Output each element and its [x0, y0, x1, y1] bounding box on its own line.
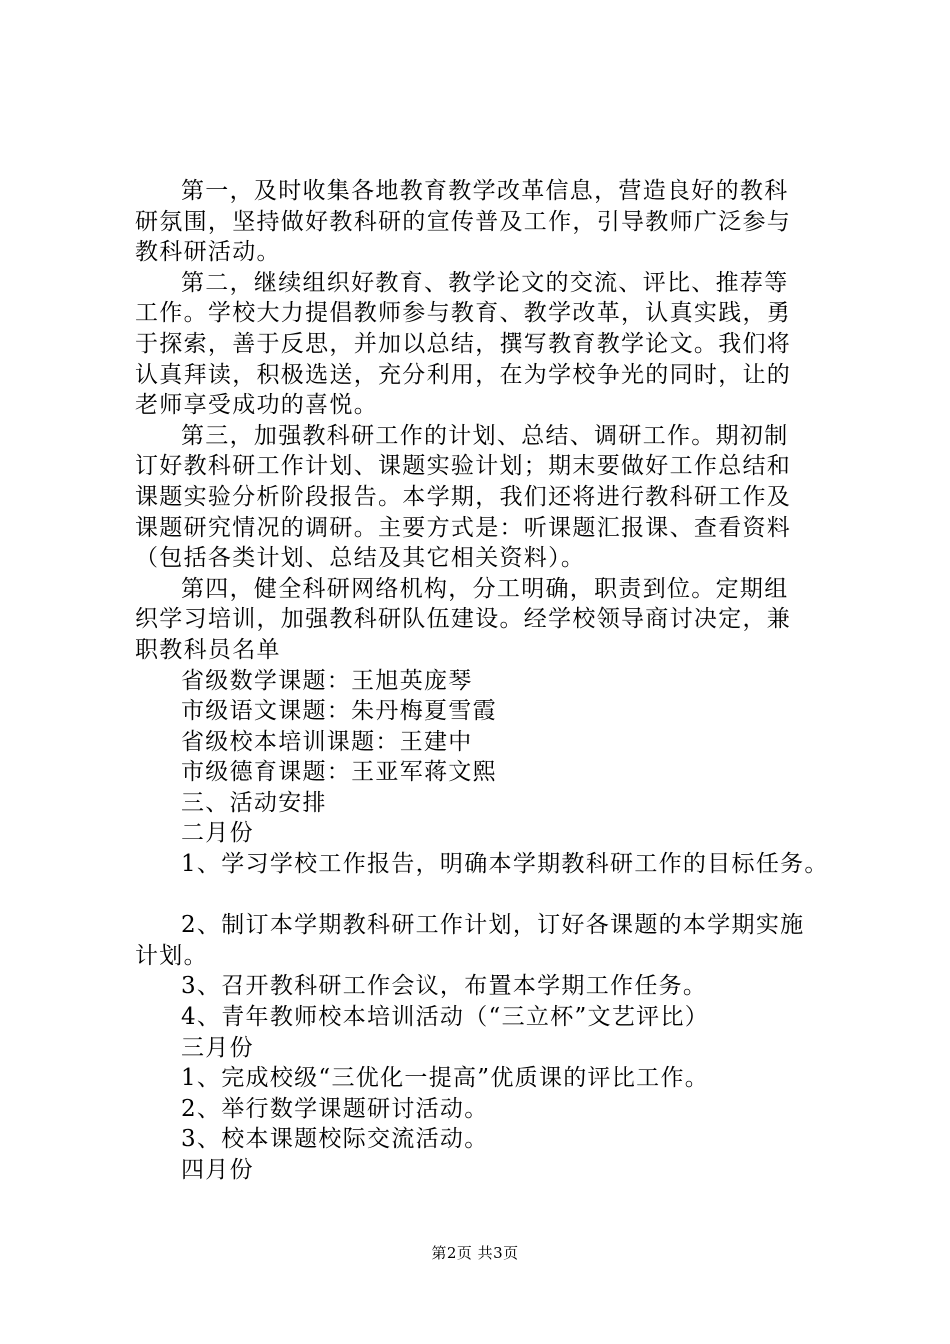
paragraph-line: 认真拜读，积极选送，充分利用，在为学校争光的同时，让的 [135, 361, 792, 388]
member-list-line: 省级校本培训课题：王建中 [181, 728, 473, 755]
paragraph-line: 订好教科研工作计划、课题实验计划；期末要做好工作总结和 [135, 453, 792, 480]
month-heading: 二月份 [181, 820, 254, 847]
activity-item: 3、校本课题校际交流活动。 [181, 1126, 489, 1153]
member-list-line: 市级语文课题：朱丹梅夏雪霞 [181, 698, 497, 725]
activity-item-continuation: 计划。 [135, 942, 208, 969]
section-heading: 三、活动安排 [181, 789, 327, 816]
paragraph-line: 于探索，善于反思，并加以总结，撰写教育教学论文。我们将 [135, 330, 792, 357]
document-body [135, 176, 835, 1186]
activity-item: 3、召开教科研工作会议，布置本学期工作任务。 [181, 973, 708, 1000]
page-footer: 第2页 共3页 [431, 1244, 519, 1262]
member-list-line: 市级德育课题：王亚军蒋文熙 [181, 759, 497, 786]
activity-item: 4、青年教师校本培训活动（“三立杯”文艺评比） [181, 1004, 710, 1031]
member-list-line: 省级数学课题：王旭英庞琴 [181, 667, 473, 694]
month-heading: 四月份 [181, 1157, 254, 1183]
paragraph-line: 第三，加强教科研工作的计划、总结、调研工作。期初制 [181, 422, 789, 449]
paragraph-line: 课题实验分析阶段报告。本学期，我们还将进行教科研工作及 [135, 483, 792, 510]
activity-item: 1、完成校级“三优化一提高”优质课的评比工作。 [181, 1065, 710, 1092]
paragraph-line: 第一，及时收集各地教育教学改革信息，营造良好的教科 [181, 178, 789, 204]
month-heading: 三月份 [181, 1034, 254, 1061]
paragraph-line: 织学习培训，加强教科研队伍建设。经学校领导商讨决定，兼 [135, 606, 792, 633]
paragraph-line: 老师享受成功的喜悦。 [135, 392, 378, 419]
paragraph-line: 第四，健全科研网络机构，分工明确，职责到位。定期组 [181, 575, 789, 602]
blank-line [135, 880, 835, 911]
activity-item: 2、制订本学期教科研工作计划，订好各课题的本学期实施 [181, 912, 805, 939]
paragraph-line: 教科研活动。 [135, 239, 281, 266]
paragraph-line: 工作。学校大力提倡教师参与教育、教学改革，认真实践，勇 [135, 300, 792, 327]
paragraph-line: 职教科员名单 [135, 636, 281, 663]
paragraph-line: （包括各类计划、总结及其它相关资料）。 [135, 545, 586, 572]
paragraph-line: 研氛围，坚持做好教科研的宣传普及工作，引导教师广泛参与 [135, 208, 792, 235]
paragraph-line: 课题研究情况的调研。主要方式是：听课题汇报课、查看资料 [135, 514, 792, 541]
activity-item: 2、举行数学课题研讨活动。 [181, 1095, 489, 1122]
activity-item: 1、学习学校工作报告，明确本学期教科研工作的目标任务。 [181, 851, 829, 878]
paragraph-line: 第二，继续组织好教育、教学论文的交流、评比、推荐等 [181, 269, 789, 296]
